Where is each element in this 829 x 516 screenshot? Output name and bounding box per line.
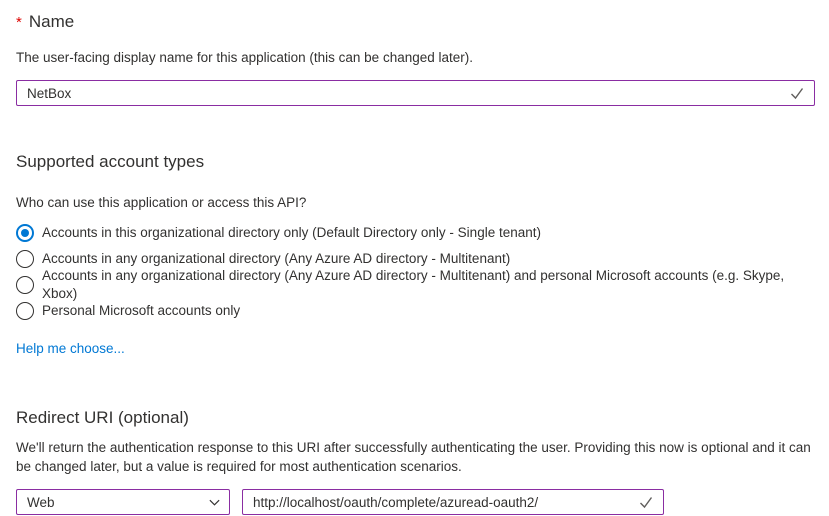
radio-button-icon xyxy=(16,250,34,268)
redirect-uri-description: We'll return the authentication response to this URI after successfully authenticating the user. Providing this now is optional and it can be changed later, but a value is required for most authentication scenarios. xyxy=(16,440,811,474)
radio-button-icon xyxy=(16,302,34,320)
radio-option-label: Accounts in any organizational directory (Any Azure AD directory - Multitenant) and personal Microsoft accounts (e.g. Skype, Xbox) xyxy=(42,268,785,301)
help-me-choose-link[interactable]: Help me choose... xyxy=(16,341,125,356)
account-types-radio-group xyxy=(16,220,813,324)
name-input[interactable] xyxy=(16,80,815,106)
radio-option-multitenant-personal[interactable] xyxy=(16,268,813,301)
radio-option-label: Accounts in this organizational directory only (Default Directory only - Single tenant) xyxy=(42,225,541,240)
radio-option-label: Accounts in any organizational directory (Any Azure AD directory - Multitenant) xyxy=(42,251,511,266)
required-asterisk: * xyxy=(16,14,22,31)
name-description: The user-facing display name for this application (this can be changed later). xyxy=(16,50,473,65)
name-section-title xyxy=(16,10,813,35)
name-title-text: Name xyxy=(28,12,75,31)
platform-select[interactable] xyxy=(16,489,230,515)
platform-select-wrap xyxy=(16,489,230,515)
name-field-wrap xyxy=(16,80,815,106)
radio-button-icon xyxy=(16,276,34,294)
redirect-uri-title: Redirect URI (optional) xyxy=(16,408,189,427)
radio-option-label: Personal Microsoft accounts only xyxy=(42,303,241,318)
redirect-uri-controls xyxy=(16,489,813,515)
account-types-question: Who can use this application or access this API? xyxy=(16,195,307,210)
account-types-title: Supported account types xyxy=(16,152,205,171)
platform-select-value: Web xyxy=(27,494,55,510)
radio-option-single-tenant[interactable] xyxy=(16,220,813,246)
redirect-uri-input[interactable] xyxy=(242,489,664,515)
radio-button-icon xyxy=(16,224,34,242)
uri-field-wrap xyxy=(242,489,664,515)
